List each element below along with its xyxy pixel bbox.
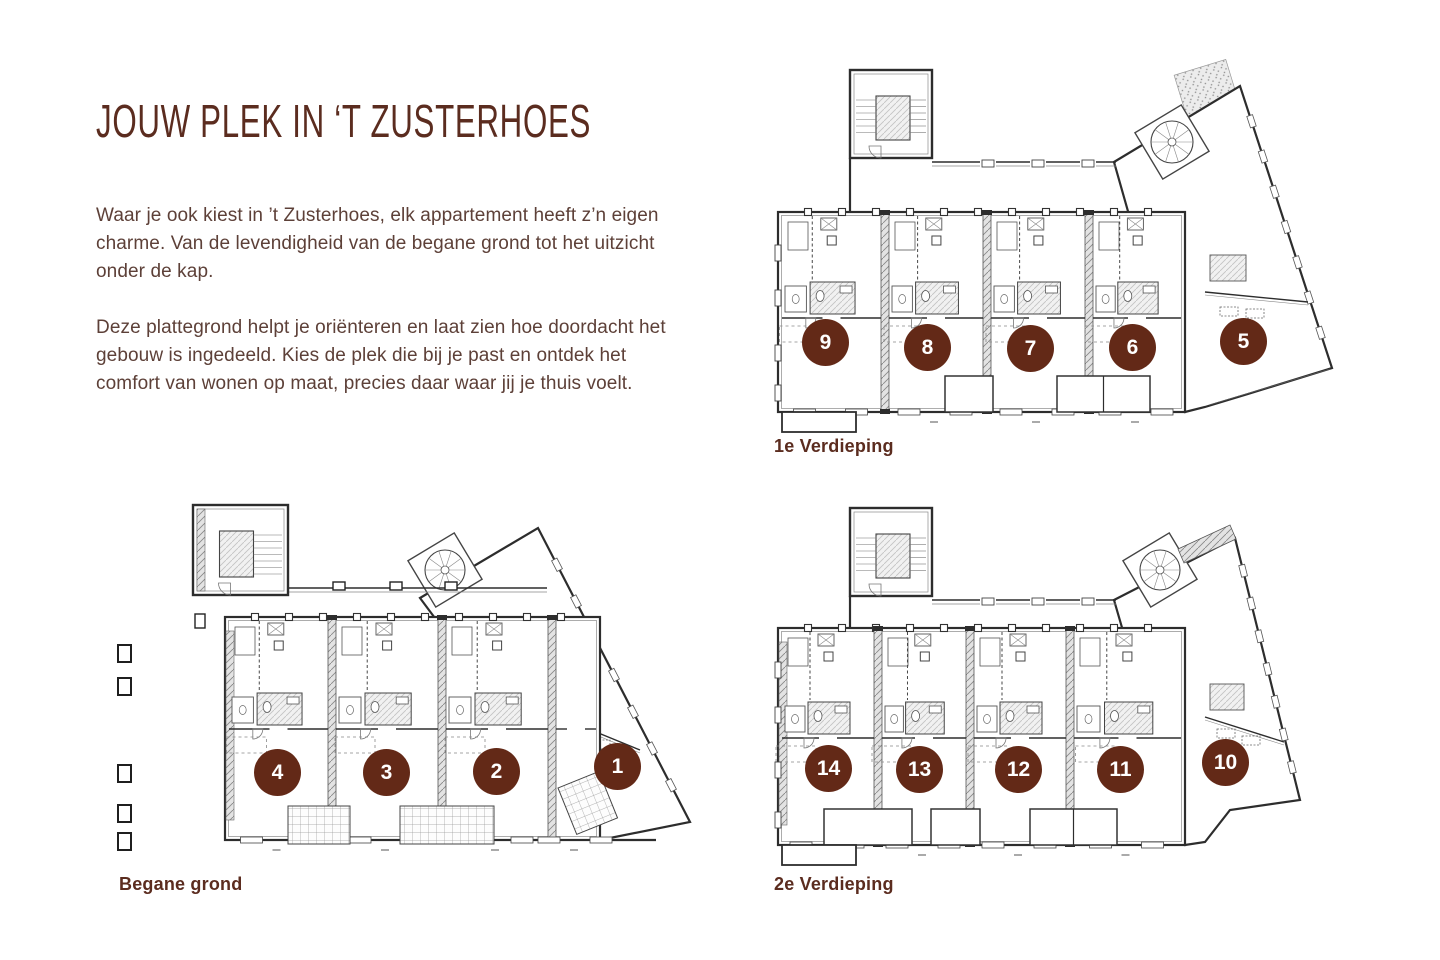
unit-number: 1 — [611, 754, 624, 778]
unit-marker[interactable] — [802, 319, 849, 366]
unit-number: 9 — [819, 330, 832, 354]
unit-number: 13 — [907, 757, 932, 781]
page-title: JOUW PLEK IN ‘T ZUSTERHOES — [96, 95, 592, 147]
unit-number: 14 — [816, 756, 841, 780]
floorplan-drawing-second-floor — [764, 492, 1404, 904]
unit-marker[interactable] — [594, 743, 641, 790]
unit-marker[interactable] — [1007, 325, 1054, 372]
unit-number: 6 — [1126, 335, 1139, 359]
unit-number: 4 — [271, 760, 284, 784]
unit-marker[interactable] — [254, 749, 301, 796]
unit-number: 7 — [1024, 336, 1037, 360]
intro-section — [96, 95, 696, 398]
floorplan-label: 2e Verdieping — [774, 874, 894, 894]
unit-marker[interactable] — [1097, 746, 1144, 793]
intro-paragraph-1: Waar je ook kiest in ’t Zusterhoes, elk appartement heeft z’n eigen charme. Van de levendigheid van de begane grond tot het uitzicht onder de kap. — [96, 205, 659, 282]
floorplan-drawing-ground-floor — [100, 488, 740, 900]
unit-number: 8 — [921, 335, 934, 359]
unit-marker[interactable] — [363, 749, 410, 796]
unit-marker[interactable] — [1220, 318, 1267, 365]
unit-marker[interactable] — [904, 324, 951, 371]
unit-number: 5 — [1237, 329, 1250, 353]
unit-number: 3 — [380, 760, 393, 784]
intro-paragraph-2: Deze plattegrond helpt je oriënteren en laat zien hoe doordacht het gebouw is ingedeeld. Kies de plek die bij je past en ontdek het comfort van wonen op maat, precies daar waar jij je thuis voelt. — [96, 317, 666, 394]
unit-marker[interactable] — [1202, 739, 1249, 786]
unit-number: 10 — [1213, 750, 1238, 774]
unit-marker[interactable] — [473, 748, 520, 795]
floorplan-first-floor — [764, 55, 1404, 467]
unit-marker[interactable] — [995, 746, 1042, 793]
floorplan-ground-floor — [100, 488, 740, 900]
floorplan-label: 1e Verdieping — [774, 436, 894, 456]
unit-number: 12 — [1006, 757, 1031, 781]
unit-number: 2 — [490, 759, 503, 783]
floorplan-second-floor — [764, 492, 1404, 904]
floorplan-label: Begane grond — [119, 874, 243, 894]
unit-marker[interactable] — [1109, 324, 1156, 371]
floorplan-drawing-first-floor — [764, 55, 1404, 467]
unit-number: 11 — [1109, 757, 1132, 781]
unit-marker[interactable] — [805, 745, 852, 792]
unit-marker[interactable] — [896, 746, 943, 793]
